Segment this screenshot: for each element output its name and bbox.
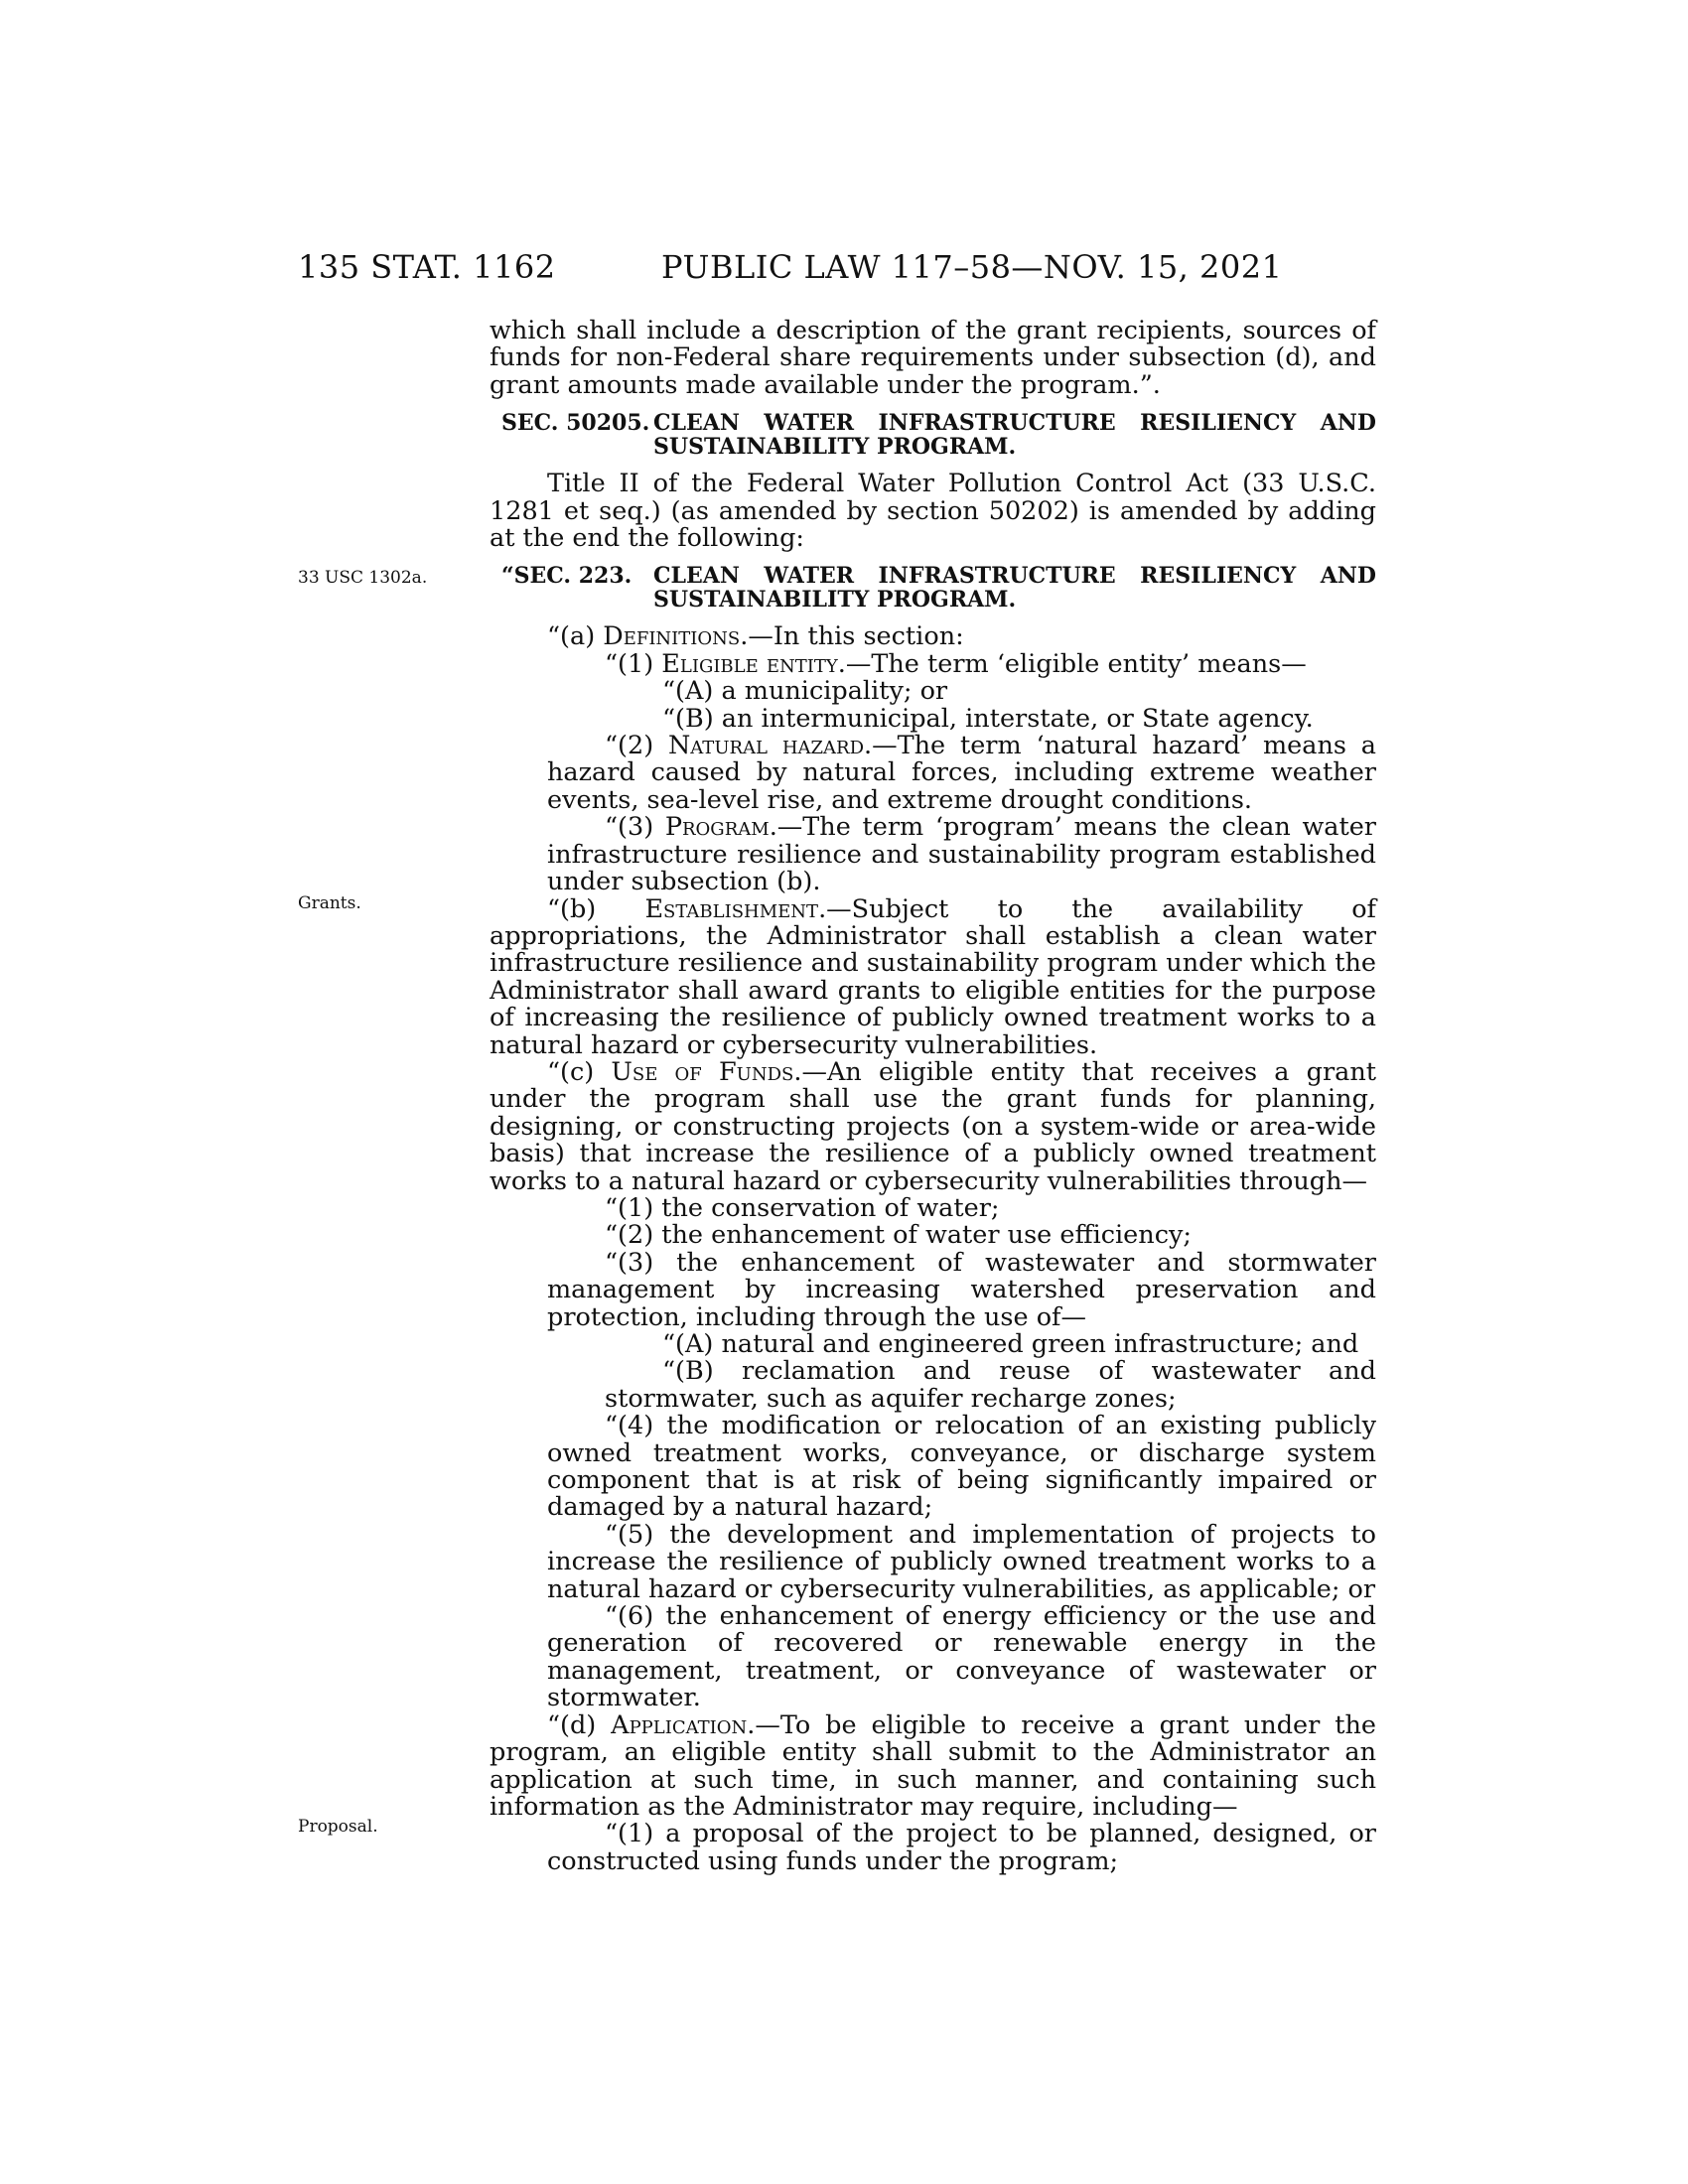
paragraph-c3b: “(B) reclamation and reuse of wastewater and stormwater, such as aquifer recharge zones; xyxy=(605,1356,1376,1414)
label: “(c) xyxy=(547,1056,612,1087)
subsection-c xyxy=(490,1056,1377,1196)
text: .—The term ‘eligible entity’ means— xyxy=(837,648,1307,679)
intro-continuation: which shall include a description of the grant recipients, sources of funds for non-Federal share requirements under subsection (d), and grant amounts made available under the program.”. xyxy=(490,316,1376,400)
paragraph-c6: “(6) the enhancement of energy efficiency or the use and generation of recovered or renewable energy in the management, treatment, or conveyance of wastewater or stormwater. xyxy=(547,1601,1376,1713)
text: .—The term ‘natural hazard’ means a hazard caused by natural forces, including extreme weather events, sea-level rise, and extreme drought conditions. xyxy=(547,731,1376,815)
heading: Application xyxy=(611,1709,748,1740)
paragraph-a2 xyxy=(490,733,1376,814)
label: “(2) xyxy=(605,731,668,761)
text: .—Subject to the availability of appropriations, the Administrator shall establish a clean water infrastructure resilience and sustainability program under which the Administrator shall award grants to eligible entities for the purpose of increasing the resilience of publicly owned treatment works to a natural hazard or cybersecurity vulnerabilities. xyxy=(490,893,1376,1060)
label: “(b) xyxy=(547,893,645,924)
section-number: SEC. 50205. xyxy=(501,410,650,437)
section-50205-heading xyxy=(501,411,1376,459)
subsection-d xyxy=(490,1709,1376,1822)
text: .—The term ‘program’ means the clean water infrastructure resilience and sustainability program established under subsection (b). xyxy=(547,812,1377,897)
label: “(3) xyxy=(605,812,665,843)
heading: Establishment xyxy=(644,893,819,924)
section-number: “SEC. 223. xyxy=(501,563,633,590)
label: “(d) xyxy=(547,1709,612,1740)
text: .—To be eligible to receive a grant under the program, an eligible entity shall submit to the Administrator an application at such time, in such manner, and containing such information as the Administrator may require, including— xyxy=(490,1709,1376,1822)
paragraph-c3a: “(A) natural and engineered green infrastructure; and xyxy=(662,1329,1359,1359)
document-body xyxy=(490,318,1376,1875)
section-50205-text: Title II of the Federal Water Pollution Control Act (33 U.S.C. 1281 et seq.) (as amended by section 50202) is amended by adding at the end the following: xyxy=(490,469,1376,554)
paragraph-c5: “(5) the development and implementation of projects to increase the resilience of publicly owned treatment works to a natural hazard or cybersecurity vulnerabilities, as applicable; or xyxy=(547,1519,1376,1604)
paragraph-a1b: “(B) an intermunicipal, interstate, or State agency. xyxy=(662,703,1314,734)
heading: Program xyxy=(664,812,770,843)
section-223-heading xyxy=(501,564,1376,612)
paragraph-a1a: “(A) a municipality; or xyxy=(662,676,948,707)
paragraph-d1: “(1) a proposal of the project to be planned, designed, or constructed using funds under the program; xyxy=(547,1819,1376,1876)
margin-note-grants: Grants. xyxy=(298,893,361,913)
margin-note-proposal: Proposal. xyxy=(298,1817,378,1837)
paragraph-c3: “(3) the enhancement of wastewater and stormwater management by increasing watershed preservation and protection, including through the use of— xyxy=(547,1247,1376,1332)
stat-page-number: 135 STAT. 1162 xyxy=(298,248,556,286)
text: .—In this section: xyxy=(740,621,964,652)
page-header xyxy=(298,248,1376,290)
label: “(1) xyxy=(605,648,662,679)
subsection-a xyxy=(490,623,1376,650)
label: “(a) xyxy=(547,621,604,652)
section-title: CLEAN WATER INFRASTRUCTURE RESILIENCY AND SUSTAINABILITY PROGRAM. xyxy=(653,410,1376,461)
paragraph-a3 xyxy=(490,814,1376,895)
heading: Use of Funds xyxy=(611,1056,794,1087)
heading: Natural hazard xyxy=(667,731,865,761)
text: .—An eligible entity that receives a grant under the program shall use the grant funds for planning, designing, or constructing projects (on a system-wide or area-wide basis) that increase the resilience of a publicly owned treatment works to a natural hazard or cybersecurity vulnerabilities through— xyxy=(490,1056,1377,1196)
subsection-b xyxy=(490,893,1376,1060)
public-law-date: PUBLIC LAW 117–58—NOV. 15, 2021 xyxy=(661,248,1283,286)
heading: Eligible entity xyxy=(661,648,838,679)
section-title: CLEAN WATER INFRASTRUCTURE RESILIENCY AND SUSTAINABILITY PROGRAM. xyxy=(653,563,1376,614)
paragraph-c2: “(2) the enhancement of water use efficiency; xyxy=(605,1220,1192,1251)
margin-note-usc: 33 USC 1302a. xyxy=(298,568,428,588)
paragraph-c4: “(4) the modification or relocation of an existing publicly owned treatment works, conveyance, or discharge system component that is at risk of being significantly impaired or damaged by a natural hazard; xyxy=(547,1411,1376,1523)
heading: Definitions xyxy=(603,621,741,652)
paragraph-c1: “(1) the conservation of water; xyxy=(605,1192,1000,1223)
paragraph-a1 xyxy=(490,648,1376,679)
